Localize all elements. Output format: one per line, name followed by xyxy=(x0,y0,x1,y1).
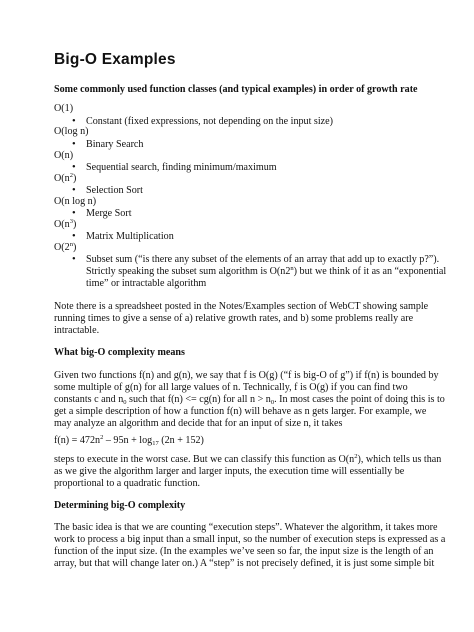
intro-heading: Some commonly used function classes (and typical examples) in order of growth rate xyxy=(54,84,418,95)
paragraph-line: may analyze an algorithm and decide that for an input of size n, it takes xyxy=(54,418,343,429)
section-heading-meaning: What big-O complexity means xyxy=(54,347,185,358)
class-label-o2n: O(2$^n$) xyxy=(54,241,77,253)
bullet-icon: • xyxy=(72,254,76,265)
paragraph-line: work to process a big input than a small input, so the number of execution steps is expressed as a xyxy=(54,534,446,545)
class-example-on: Sequential search, finding minimum/maximum xyxy=(86,162,277,173)
paragraph-line: array, but that will change later on.) A “step” is not precisely defined, it is just some simple bit xyxy=(54,558,435,569)
class-example-ologn: Binary Search xyxy=(86,139,144,150)
paragraph-line: as we give the algorithm larger and larger inputs, the execution time will essentially be xyxy=(54,466,405,477)
bullet-icon: • xyxy=(72,208,76,219)
class-label-ologn: O(log n) xyxy=(54,126,89,137)
class-label-on3: $O(n^3)$ xyxy=(54,218,77,230)
class-example-onlogn: Merge Sort xyxy=(86,208,132,219)
note-line: running times to give a sense of a) relative growth rates, and b) some problems really are xyxy=(54,313,414,324)
paragraph-line: Given two functions f(n) and g(n), we say that f is O(g) (“f is big-O of g”) if f(n) is bounded by xyxy=(54,370,439,381)
class-example-o2n-line1: Subset sum (“is there any subset of the elements of an array that add up to exactly p?”). xyxy=(86,254,440,265)
paragraph-line: The basic idea is that we are counting “execution steps”. Whatever the algorithm, it takes more xyxy=(54,522,438,533)
class-label-onlogn: O(n log n) xyxy=(54,196,97,207)
page-title: Big-O Examples xyxy=(54,51,176,68)
bullet-icon: • xyxy=(72,116,76,127)
paragraph-line: constants c and $n_0$ such that f(n) <= cg(n) for all $n > n_0$. In most cases the point of doing this is to xyxy=(54,394,445,406)
paragraph-line: get a simple description of how a function f(n) will behave as n gets larger. For example, we xyxy=(54,406,427,417)
class-example-o2n-line2: Strictly speaking the subset sum algorithm is O(n2$^n$) but we think of it as an “exponential xyxy=(86,265,447,277)
class-example-o1: Constant (fixed expressions, not depending on the input size) xyxy=(86,116,333,127)
section-heading-determining: Determining big-O complexity xyxy=(54,500,186,511)
formula: $f(n) = 472n^2 - 95n + \log_{17} (2n + 152)$ xyxy=(54,434,204,447)
bullet-icon: • xyxy=(72,231,76,242)
class-example-o2n-line3: time” or intractable algorithm xyxy=(86,278,207,289)
paragraph-line: function of the input size. (In the examples we’ve seen so far, the input size is the length of an xyxy=(54,546,434,557)
bullet-icon: • xyxy=(72,139,76,150)
paragraph-line: proportional to a quadratic function. xyxy=(54,478,201,489)
class-label-on2: $O(n^2)$ xyxy=(54,172,77,184)
class-label-on: O(n) xyxy=(54,150,74,161)
note-line: intractable. xyxy=(54,325,100,336)
class-example-on3: Matrix Multiplication xyxy=(86,231,174,242)
class-label-o1: O(1) xyxy=(54,103,74,114)
bullet-icon: • xyxy=(72,185,76,196)
note-line: Note there is a spreadsheet posted in the Notes/Examples section of WebCT showing sample xyxy=(54,301,429,312)
paragraph-line: steps to execute in the worst case. But we can classify this function as $O(n^2)$, which tells us than xyxy=(54,453,442,465)
class-example-on2: Selection Sort xyxy=(86,185,143,196)
bullet-icon: • xyxy=(72,162,76,173)
paragraph-line: some multiple of g(n) for all large values of n. Technically, f is O(g) if you can find two xyxy=(54,382,408,393)
